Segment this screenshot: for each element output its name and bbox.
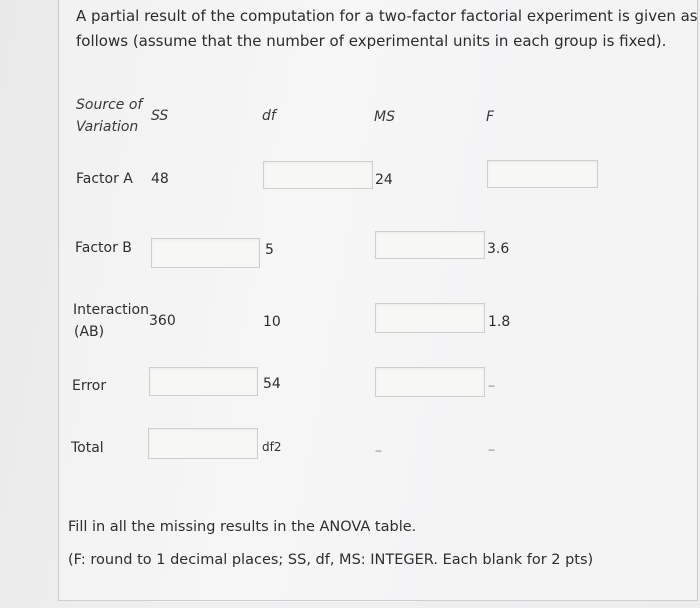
total-ms: -- (375, 444, 381, 457)
header-source-line2: Variation (76, 119, 139, 135)
factor-b-ms-input[interactable] (375, 231, 485, 259)
factor-a-ss: 48 (151, 171, 169, 187)
interaction-ms-input[interactable] (375, 303, 485, 333)
error-f: -- (488, 379, 494, 392)
interaction-ss: 360 (149, 313, 176, 329)
row-label-factor-b: Factor B (75, 240, 132, 256)
header-source-line1: Source of (76, 97, 143, 113)
question-panel (58, 0, 698, 601)
instruction-line-2: (F: round to 1 decimal places; SS, df, MS: INTEGER. Each blank for 2 pts) (68, 552, 594, 568)
total-df: df2 (262, 440, 282, 454)
question-line-2: follows (assume that the number of experimental units in each group is fixed). (76, 32, 667, 50)
factor-a-f-input[interactable] (487, 160, 598, 188)
factor-b-df: 5 (265, 242, 274, 258)
error-ss-input[interactable] (149, 367, 258, 396)
factor-b-ss-input[interactable] (151, 238, 260, 268)
error-ms-input[interactable] (375, 367, 485, 397)
interaction-f: 1.8 (488, 314, 511, 330)
instruction-line-1: Fill in all the missing results in the ANOVA table. (68, 519, 417, 535)
header-ss: SS (151, 108, 169, 124)
header-f: F (486, 109, 495, 125)
factor-a-ms: 24 (375, 172, 393, 188)
question-line-1: A partial result of the computation for a two-factor factorial experiment is given as (76, 7, 698, 25)
row-label-interaction-line1: Interaction (73, 302, 149, 318)
total-ss-input[interactable] (148, 428, 258, 459)
row-label-total: Total (71, 440, 104, 456)
header-ms: MS (374, 109, 395, 125)
interaction-df: 10 (263, 314, 281, 330)
header-df: df (262, 108, 276, 124)
row-label-interaction-line2: (AB) (74, 324, 105, 340)
total-f: -- (488, 443, 494, 456)
row-label-error: Error (72, 378, 107, 394)
factor-b-f: 3.6 (487, 241, 510, 257)
row-label-factor-a: Factor A (76, 171, 133, 187)
error-df: 54 (263, 376, 281, 392)
factor-a-df-input[interactable] (263, 161, 373, 189)
